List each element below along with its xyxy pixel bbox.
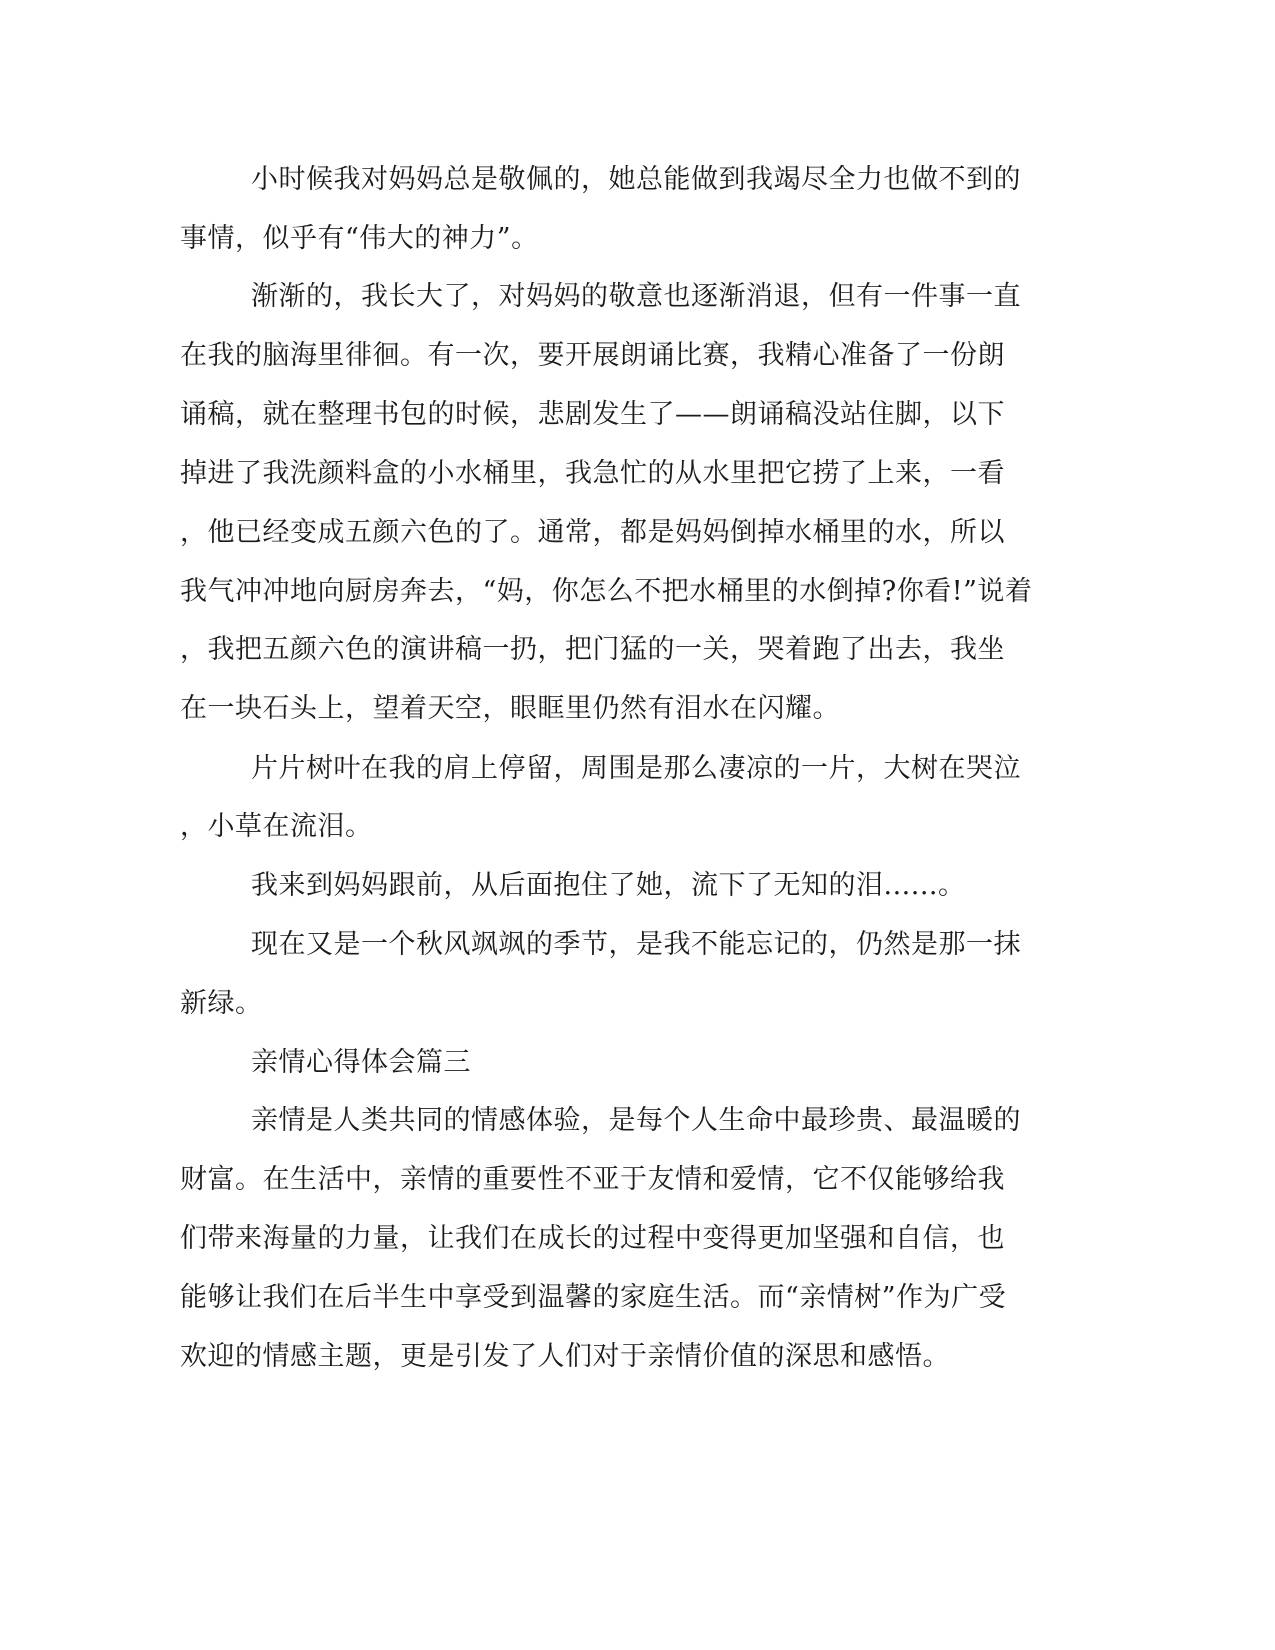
paragraph-line: 们带来海量的力量，让我们在成长的过程中变得更加坚强和自信，也 (180, 1223, 1005, 1254)
paragraph-line: 欢迎的情感主题，更是引发了人们对于亲情价值的深思和感悟。 (180, 1341, 950, 1372)
paragraph-line: ，小草在流泪。 (180, 811, 373, 842)
section-heading: 亲情心得体会篇三 (251, 1047, 471, 1078)
paragraph-line: 片片树叶在我的肩上停留，周围是那么凄凉的一片，大树在哭泣 (251, 753, 1021, 784)
paragraph-line: 我来到妈妈跟前，从后面抱住了她，流下了无知的泪......。 (251, 870, 966, 901)
paragraph-line: 在我的脑海里徘徊。有一次，要开展朗诵比赛，我精心准备了一份朗 (180, 340, 1005, 371)
paragraph-line: 新绿。 (180, 988, 263, 1019)
paragraph-line: 事情，似乎有“伟大的神力”。 (180, 223, 539, 254)
paragraph-line: 能够让我们在后半生中享受到温馨的家庭生活。而“亲情树”作为广受 (180, 1282, 1007, 1313)
paragraph-line: 财富。在生活中，亲情的重要性不亚于友情和爱情，它不仅能够给我 (180, 1164, 1005, 1195)
paragraph-line: 渐渐的，我长大了，对妈妈的敬意也逐渐消退，但有一件事一直 (251, 281, 1021, 312)
paragraph-line: 现在又是一个秋风飒飒的季节，是我不能忘记的，仍然是那一抹 (251, 929, 1021, 960)
paragraph-line: 掉进了我洗颜料盒的小水桶里，我急忙的从水里把它捞了上来，一看 (180, 458, 1005, 489)
paragraph-line: 诵稿，就在整理书包的时候，悲剧发生了——朗诵稿没站住脚，以下 (180, 399, 1005, 430)
paragraph-line: 小时候我对妈妈总是敬佩的，她总能做到我竭尽全力也做不到的 (251, 164, 1021, 195)
paragraph-line: 在一块石头上，望着天空，眼眶里仍然有泪水在闪耀。 (180, 693, 840, 724)
paragraph-line: 我气冲冲地向厨房奔去，“妈，你怎么不把水桶里的水倒掉?你看!”说着 (180, 576, 1033, 607)
paragraph-line: ，我把五颜六色的演讲稿一扔，把门猛的一关，哭着跑了出去，我坐 (180, 634, 1005, 665)
paragraph-line: 亲情是人类共同的情感体验，是每个人生命中最珍贵、最温暖的 (251, 1105, 1021, 1136)
paragraph-line: ，他已经变成五颜六色的了。通常，都是妈妈倒掉水桶里的水，所以 (180, 517, 1005, 548)
